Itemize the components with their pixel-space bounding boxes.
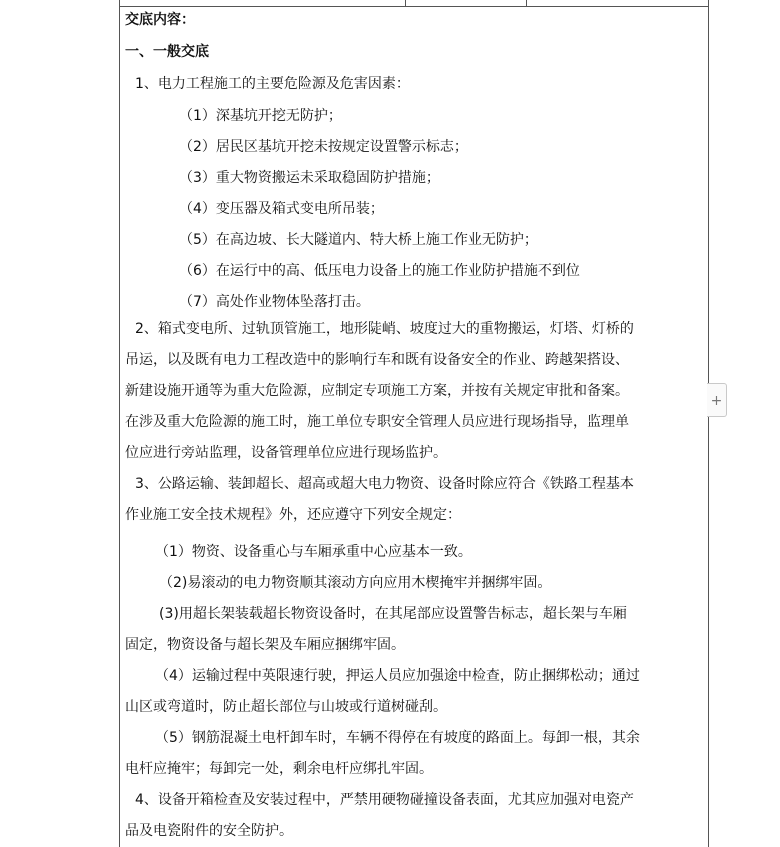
list-item: （2)易滚动的电力物资顺其滚动方向应用木楔掩牢并捆绑牢固。 <box>159 575 552 591</box>
paragraph-2-line: 吊运，以及既有电力工程改造中的影响行车和既有设备安全的作业、跨越架搭设、 <box>125 352 629 368</box>
list-item: （1）深基坑开挖无防护； <box>179 108 342 124</box>
list-item: （4）变压器及箱式变电所吊装； <box>179 201 384 217</box>
list-item-continuation: 固定，物资设备与超长架及车厢应捆绑牢固。 <box>125 637 405 653</box>
list-item-continuation: 电杆应掩牢；每卸完一处，剩余电杆应绑扎牢固。 <box>125 761 433 777</box>
list-item: （2）居民区基坑开挖未按规定设置警示标志； <box>179 139 468 155</box>
paragraph-2-line: 在涉及重大危险源的施工时，施工单位专职安全管理人员应进行现场指导，监理单 <box>125 414 629 430</box>
list-item: （5）在高边坡、长大隧道内、特大桥上施工作业无防护； <box>179 232 538 248</box>
list-item: （1）物资、设备重心与车厢承重中心应基本一致。 <box>155 544 472 560</box>
list-item: (3)用超长架装载超长物资设备时，在其尾部应设置警告标志，超长架与车厢 <box>159 606 627 622</box>
paragraph-4-line: 品及电瓷附件的安全防护。 <box>125 823 293 839</box>
paragraph-1: 1、电力工程施工的主要危险源及危害因素： <box>135 76 410 92</box>
list-item: （3）重大物资搬运未采取稳固防护措施； <box>179 170 440 186</box>
content-heading: 交底内容： <box>125 12 195 28</box>
paragraph-4-line: 4、设备开箱检查及安装过程中，严禁用硬物碰撞设备表面，尤其应加强对电瓷产 <box>135 792 634 808</box>
paragraph-2-line: 2、箱式变电所、过轨顶管施工，地形陡峭、坡度过大的重物搬运，灯塔、灯桥的 <box>135 321 634 337</box>
list-item: （6）在运行中的高、低压电力设备上的施工作业防护措施不到位 <box>179 263 580 279</box>
add-row-button[interactable]: + <box>707 383 727 417</box>
list-item: （4）运输过程中英限速行驶，押运人员应加强途中检查，防止捆绑松动；通过 <box>155 668 640 684</box>
paragraph-3-line: 3、公路运输、装卸超长、超高或超大电力物资、设备时除应符合《铁路工程基本 <box>135 476 634 492</box>
paragraph-2-line: 位应进行旁站监理，设备管理单位应进行现场监护。 <box>125 445 447 461</box>
list-item: （7）高处作业物体坠落打击。 <box>179 294 370 310</box>
list-item-continuation: 山区或弯道时，防止超长部位与山坡或行道树碰刮。 <box>125 699 447 715</box>
list-item: （5）钢筋混凝土电杆卸车时，车辆不得停在有坡度的路面上。每卸一根，其余 <box>155 730 640 746</box>
paragraph-2-line: 新建设施开通等为重大危险源，应制定专项施工方案，并按有关规定审批和备案。 <box>125 383 629 399</box>
section-title: 一、一般交底 <box>125 44 209 60</box>
paragraph-3-line: 作业施工安全技术规程》外，还应遵守下列安全规定： <box>125 507 461 523</box>
